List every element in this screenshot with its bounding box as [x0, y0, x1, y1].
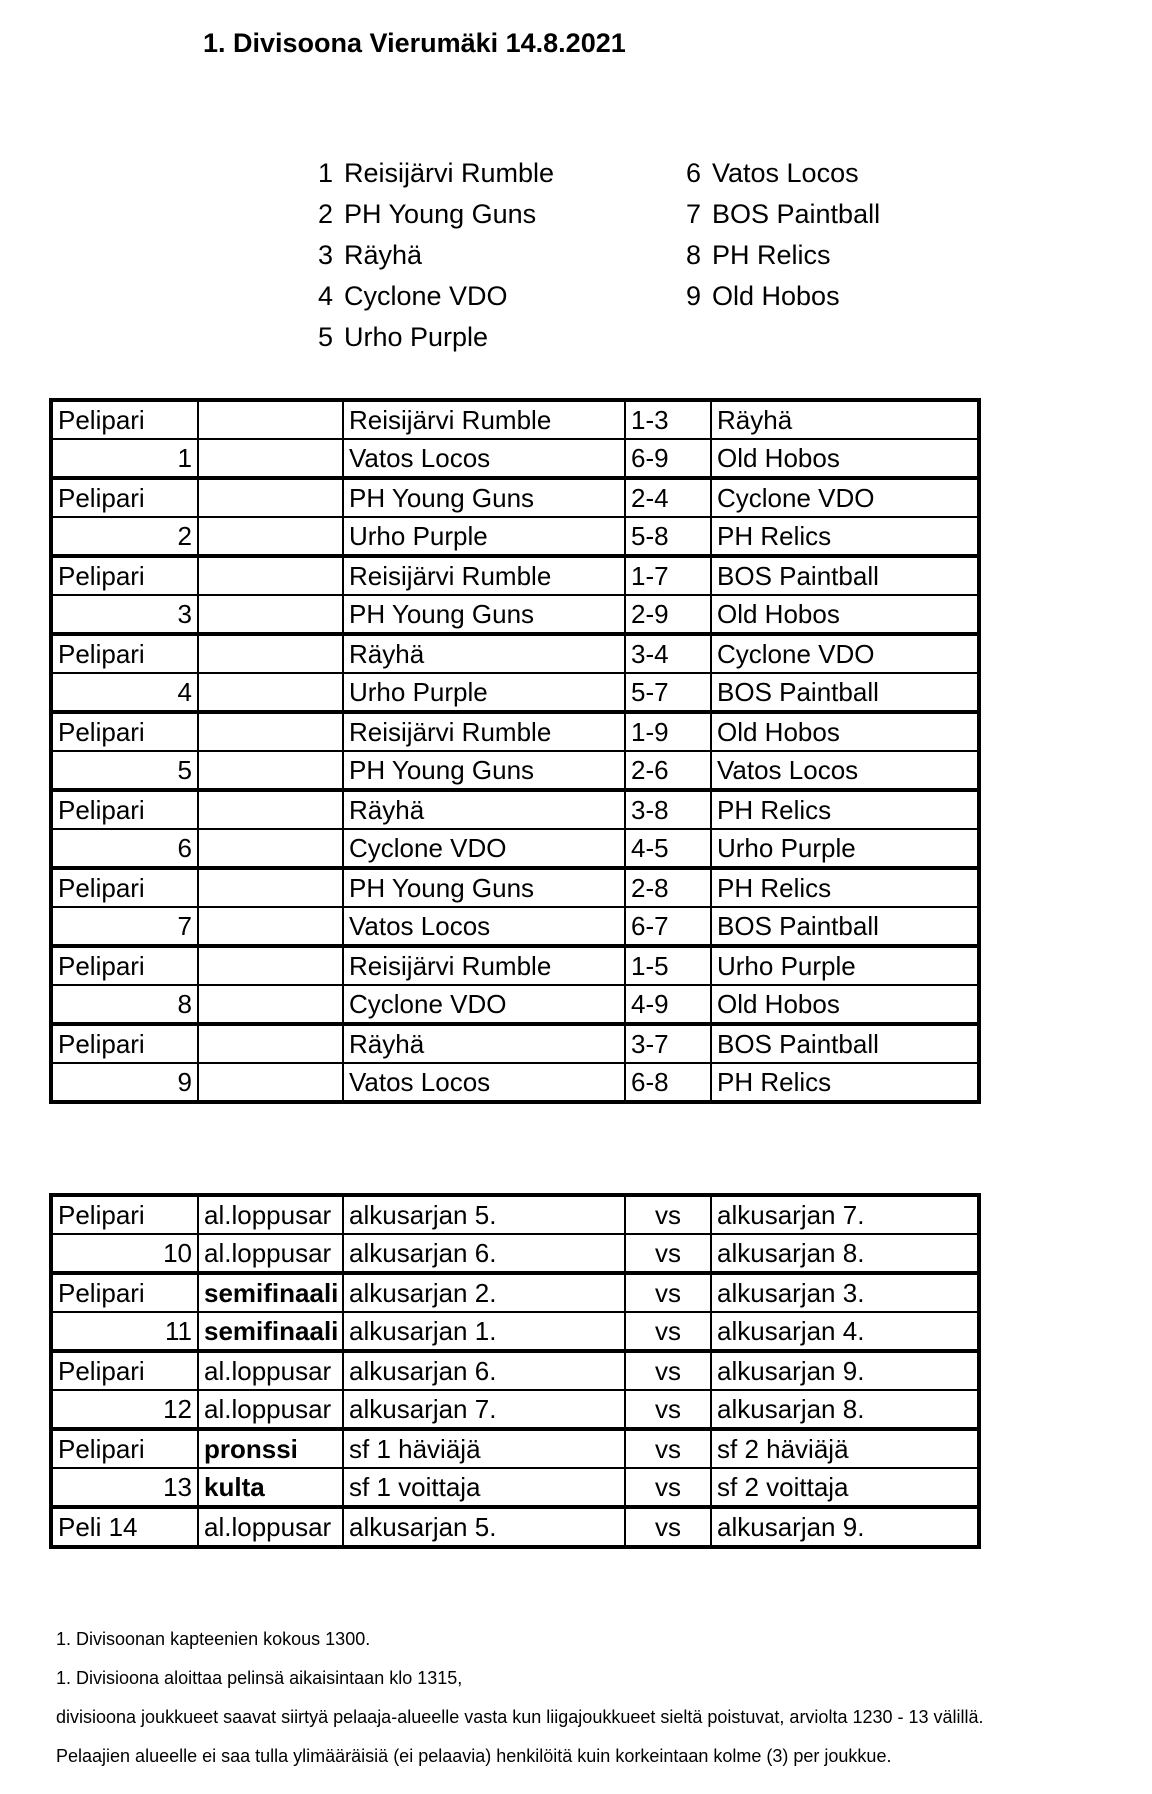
away-team-cell: PH Relics [711, 790, 979, 829]
home-team-cell: PH Young Guns [343, 595, 625, 634]
team-item [318, 194, 554, 235]
team-list-left [318, 153, 554, 358]
table-row [51, 1351, 979, 1390]
round-label-cell: semifinaali [198, 1273, 343, 1312]
game-label-cell: Pelipari [51, 400, 198, 439]
home-team-cell: PH Young Guns [343, 751, 625, 790]
pairing-cell: 3-8 [625, 790, 711, 829]
pairing-cell: 1-7 [625, 556, 711, 595]
round-label-cell: al.loppusar [198, 1351, 343, 1390]
round-label-cell: al.loppusar [198, 1507, 343, 1547]
team-name: Old Hobos [712, 281, 840, 311]
pairing-cell: vs [625, 1507, 711, 1547]
team-item [318, 276, 554, 317]
away-team-cell: BOS Paintball [711, 673, 979, 712]
table-row [51, 1390, 979, 1429]
away-team-cell: Old Hobos [711, 439, 979, 478]
table-row [51, 907, 979, 946]
home-team-cell: Räyhä [343, 1024, 625, 1063]
pairing-cell: 2-4 [625, 478, 711, 517]
team-number: 1 [318, 158, 334, 188]
team-item [686, 194, 880, 235]
home-team-cell: alkusarjan 7. [343, 1390, 625, 1429]
pairing-cell: 5-7 [625, 673, 711, 712]
away-team-cell: Cyclone VDO [711, 634, 979, 673]
round-label-cell [198, 868, 343, 907]
game-label-cell: 12 [51, 1390, 198, 1429]
table-row [51, 1468, 979, 1507]
team-number: 2 [318, 199, 334, 229]
team-number: 8 [686, 240, 702, 270]
away-team-cell: Old Hobos [711, 712, 979, 751]
away-team-cell: Räyhä [711, 400, 979, 439]
game-label-cell: Peli 14 [51, 1507, 198, 1547]
away-team-cell: alkusarjan 8. [711, 1234, 979, 1273]
table-row [51, 1273, 979, 1312]
away-team-cell: PH Relics [711, 1063, 979, 1102]
table-row [51, 1024, 979, 1063]
table-row [51, 595, 979, 634]
away-team-cell: Vatos Locos [711, 751, 979, 790]
game-label-cell: 6 [51, 829, 198, 868]
playoff-schedule-table [49, 1193, 981, 1549]
round-label-cell [198, 946, 343, 985]
game-label-cell: 8 [51, 985, 198, 1024]
table-row [51, 673, 979, 712]
away-team-cell: alkusarjan 9. [711, 1507, 979, 1547]
game-label-cell: Pelipari [51, 1351, 198, 1390]
round-label-cell [198, 1024, 343, 1063]
round-label-cell [198, 673, 343, 712]
away-team-cell: alkusarjan 4. [711, 1312, 979, 1351]
away-team-cell: Old Hobos [711, 985, 979, 1024]
pairing-cell: vs [625, 1429, 711, 1468]
pairing-cell: vs [625, 1390, 711, 1429]
game-label-cell: 7 [51, 907, 198, 946]
table-row [51, 1195, 979, 1234]
pairing-cell: 1-3 [625, 400, 711, 439]
team-name: PH Relics [712, 240, 831, 270]
game-label-cell: Pelipari [51, 1273, 198, 1312]
round-label-cell [198, 790, 343, 829]
away-team-cell: alkusarjan 8. [711, 1390, 979, 1429]
away-team-cell: Old Hobos [711, 595, 979, 634]
team-item [318, 317, 554, 358]
home-team-cell: Cyclone VDO [343, 829, 625, 868]
pairing-cell: 3-7 [625, 1024, 711, 1063]
pairing-cell: 5-8 [625, 517, 711, 556]
round-label-cell [198, 985, 343, 1024]
home-team-cell: alkusarjan 6. [343, 1234, 625, 1273]
away-team-cell: PH Relics [711, 517, 979, 556]
game-label-cell: Pelipari [51, 1429, 198, 1468]
note-line: divisioona joukkueet saavat siirtyä pelaaja-alueelle vasta kun liigajoukkueet sieltä poistuvat, arviolta 1230 - 13 välillä. [56, 1707, 984, 1727]
pairing-cell: 2-8 [625, 868, 711, 907]
away-team-cell: BOS Paintball [711, 907, 979, 946]
note-line: Pelaajien alueelle ei saa tulla ylimääräisiä (ei pelaavia) henkilöitä kuin korkeintaan kolme (3) per joukkue. [56, 1746, 892, 1766]
notes [56, 1620, 984, 1776]
team-number: 9 [686, 281, 702, 311]
away-team-cell: alkusarjan 3. [711, 1273, 979, 1312]
game-label-cell: 3 [51, 595, 198, 634]
table-row [51, 946, 979, 985]
game-label-cell: Pelipari [51, 868, 198, 907]
team-name: Cyclone VDO [344, 281, 508, 311]
team-name: PH Young Guns [344, 199, 537, 229]
table-row [51, 634, 979, 673]
table-row [51, 1429, 979, 1468]
round-label-cell [198, 400, 343, 439]
pairing-cell: 6-9 [625, 439, 711, 478]
home-team-cell: Räyhä [343, 634, 625, 673]
table-row [51, 1312, 979, 1351]
table-row [51, 556, 979, 595]
home-team-cell: Reisijärvi Rumble [343, 946, 625, 985]
team-name: Vatos Locos [712, 158, 859, 188]
team-item [686, 153, 880, 194]
table-row [51, 1063, 979, 1102]
table-row [51, 439, 979, 478]
table-row [51, 751, 979, 790]
table-row [51, 712, 979, 751]
away-team-cell: alkusarjan 9. [711, 1351, 979, 1390]
round-label-cell [198, 907, 343, 946]
pairing-cell: 2-6 [625, 751, 711, 790]
away-team-cell: alkusarjan 7. [711, 1195, 979, 1234]
note-line: 1. Divisoonan kapteenien kokous 1300. [56, 1629, 371, 1649]
pairing-cell: vs [625, 1312, 711, 1351]
table-row [51, 790, 979, 829]
home-team-cell: Reisijärvi Rumble [343, 400, 625, 439]
round-label-cell [198, 517, 343, 556]
pairing-cell: 2-9 [625, 595, 711, 634]
round-label-cell [198, 751, 343, 790]
away-team-cell: BOS Paintball [711, 556, 979, 595]
home-team-cell: Urho Purple [343, 673, 625, 712]
round-label-cell [198, 439, 343, 478]
pairing-cell: vs [625, 1351, 711, 1390]
game-label-cell: 10 [51, 1234, 198, 1273]
away-team-cell: BOS Paintball [711, 1024, 979, 1063]
pairing-cell: 3-4 [625, 634, 711, 673]
team-name: Reisijärvi Rumble [344, 158, 555, 188]
home-team-cell: PH Young Guns [343, 478, 625, 517]
table-row [51, 1507, 979, 1547]
game-label-cell: 13 [51, 1468, 198, 1507]
team-number: 5 [318, 322, 334, 352]
team-item [318, 153, 554, 194]
round-label-cell: semifinaali [198, 1312, 343, 1351]
home-team-cell: Urho Purple [343, 517, 625, 556]
game-label-cell: Pelipari [51, 478, 198, 517]
team-item [686, 276, 880, 317]
team-name: Räyhä [344, 240, 423, 270]
away-team-cell: Urho Purple [711, 829, 979, 868]
pairing-cell: 4-5 [625, 829, 711, 868]
pairing-cell: vs [625, 1468, 711, 1507]
round-label-cell: al.loppusar [198, 1234, 343, 1273]
home-team-cell: Räyhä [343, 790, 625, 829]
game-label-cell: 4 [51, 673, 198, 712]
home-team-cell: PH Young Guns [343, 868, 625, 907]
home-team-cell: Reisijärvi Rumble [343, 712, 625, 751]
away-team-cell: sf 2 häviäjä [711, 1429, 979, 1468]
pairing-cell: vs [625, 1273, 711, 1312]
pairing-cell: vs [625, 1234, 711, 1273]
away-team-cell: Urho Purple [711, 946, 979, 985]
home-team-cell: alkusarjan 1. [343, 1312, 625, 1351]
game-label-cell: Pelipari [51, 556, 198, 595]
game-label-cell: Pelipari [51, 790, 198, 829]
team-list-right [686, 153, 880, 317]
round-label-cell [198, 478, 343, 517]
round-label-cell: al.loppusar [198, 1390, 343, 1429]
home-team-cell: sf 1 häviäjä [343, 1429, 625, 1468]
table-row [51, 868, 979, 907]
pairing-cell: 6-8 [625, 1063, 711, 1102]
home-team-cell: Vatos Locos [343, 1063, 625, 1102]
pairing-cell: 6-7 [625, 907, 711, 946]
table-row [51, 400, 979, 439]
game-label-cell: 9 [51, 1063, 198, 1102]
home-team-cell: Vatos Locos [343, 907, 625, 946]
table-row [51, 985, 979, 1024]
round-label-cell: al.loppusar [198, 1195, 343, 1234]
game-label-cell: 5 [51, 751, 198, 790]
table-row [51, 1234, 979, 1273]
home-team-cell: Cyclone VDO [343, 985, 625, 1024]
round-label-cell [198, 1063, 343, 1102]
game-label-cell: 1 [51, 439, 198, 478]
home-team-cell: alkusarjan 5. [343, 1195, 625, 1234]
team-name: Urho Purple [344, 322, 489, 352]
round-label-cell [198, 712, 343, 751]
team-number: 4 [318, 281, 334, 311]
away-team-cell: PH Relics [711, 868, 979, 907]
round-label-cell [198, 634, 343, 673]
home-team-cell: alkusarjan 6. [343, 1351, 625, 1390]
round-label-cell [198, 556, 343, 595]
game-label-cell: 2 [51, 517, 198, 556]
round-label-cell: kulta [198, 1468, 343, 1507]
game-label-cell: Pelipari [51, 634, 198, 673]
team-item [686, 235, 880, 276]
home-team-cell: Vatos Locos [343, 439, 625, 478]
game-label-cell: Pelipari [51, 1024, 198, 1063]
pairing-cell: 1-9 [625, 712, 711, 751]
game-label-cell: Pelipari [51, 946, 198, 985]
note-line: 1. Divisioona aloittaa pelinsä aikaisintaan klo 1315, [56, 1668, 463, 1688]
game-label-cell: 11 [51, 1312, 198, 1351]
pairing-cell: 4-9 [625, 985, 711, 1024]
round-label-cell [198, 595, 343, 634]
table-row [51, 478, 979, 517]
away-team-cell: Cyclone VDO [711, 478, 979, 517]
home-team-cell: alkusarjan 5. [343, 1507, 625, 1547]
round-label-cell: pronssi [198, 1429, 343, 1468]
game-label-cell: Pelipari [51, 712, 198, 751]
game-label-cell: Pelipari [51, 1195, 198, 1234]
home-team-cell: sf 1 voittaja [343, 1468, 625, 1507]
round-label-cell [198, 829, 343, 868]
team-item [318, 235, 554, 276]
table-row [51, 517, 979, 556]
home-team-cell: Reisijärvi Rumble [343, 556, 625, 595]
team-number: 3 [318, 240, 334, 270]
pairing-cell: vs [625, 1195, 711, 1234]
group-stage-schedule-table [49, 398, 981, 1104]
pairing-cell: 1-5 [625, 946, 711, 985]
away-team-cell: sf 2 voittaja [711, 1468, 979, 1507]
team-name: BOS Paintball [712, 199, 881, 229]
page-title: 1. Divisoona Vierumäki 14.8.2021 [203, 28, 626, 58]
home-team-cell: alkusarjan 2. [343, 1273, 625, 1312]
table-row [51, 829, 979, 868]
team-number: 6 [686, 158, 702, 188]
team-number: 7 [686, 199, 702, 229]
